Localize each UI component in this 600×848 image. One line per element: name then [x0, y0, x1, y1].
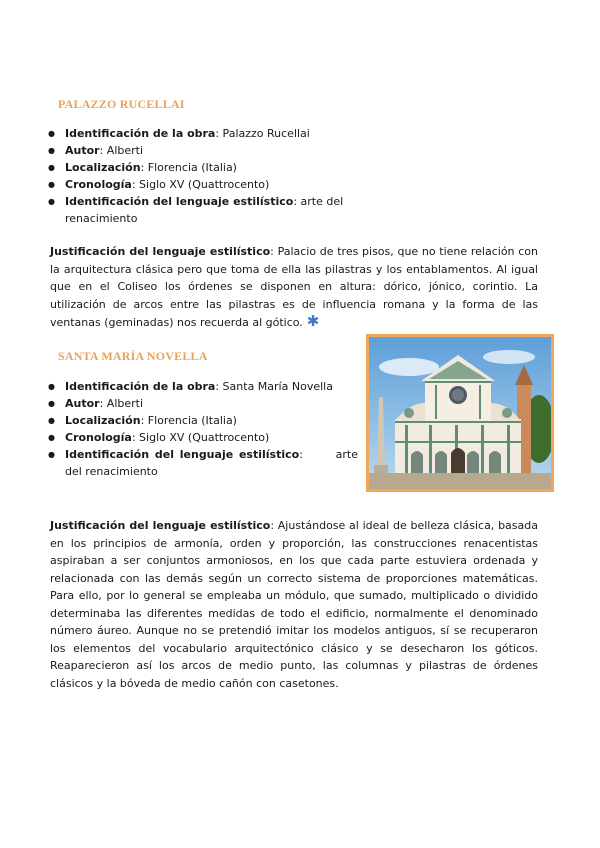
justification-text: : Palacio de tres pisos, que no tiene relación con la arquitectura clásica pero que toma de ella las pilastras y los entablamentos. Al igual que en el Coliseo los órdenes se disponen en altura: dórico, jónico, corintio. La utilización de arcos entre las pilastras es de influencia romana y la forma de las ventanas (geminadas) nos recuerda al gótico.	[50, 245, 538, 329]
santa-maria-details-list	[48, 378, 362, 480]
list-item: ● Identificación del lenguaje estilístico: arte del renacimiento	[48, 193, 378, 227]
list-item: ● Autor: Alberti	[48, 395, 358, 412]
list-item: ● Localización: Florencia (Italia)	[48, 412, 358, 429]
list-item: ● Identificación del lenguaje estilístico: arte del renacimiento	[48, 446, 358, 480]
list-item: ● Cronología: Siglo XV (Quattrocento)	[48, 176, 378, 193]
palazzo-details-list	[48, 125, 378, 227]
santa-maria-title: SANTA MARÍA NOVELLA	[58, 349, 208, 363]
list-item: ● Localización: Florencia (Italia)	[48, 159, 378, 176]
palazzo-justification	[50, 243, 538, 332]
list-item: ● Cronología: Siglo XV (Quattrocento)	[48, 429, 358, 446]
justification-text: : Ajustándose al ideal de belleza clásica, basada en los principios de armonía, orden y proporción, las construcciones renacentistas aspiraban a ser conjuntos armoniosos, en los que cada parte estuviera ordenada y relacionada con las demás según un correcto sistema de proporciones matemáticas. Para ello, por lo general se empleaba un módulo, que sumado, multiplicado o dividido determinaba las diferentes medidas de todo el edificio, normalmente el denominado número áureo. Aunque no se pretendió imitar los modelos antiguos, sí se recuperaron los elementos del vocabulario arquitectónico clásico y se desecharon los góticos. Reaparecieron así los arcos de medio punto, las columnas y pilastras de órdenes clásicos y la bóveda de medio cañón con casetones.	[50, 519, 538, 690]
justification-label: Justificación del lenguaje estilístico	[50, 519, 271, 532]
justification-label: Justificación del lenguaje estilístico	[50, 245, 271, 258]
asterisk-icon[interactable]: ✱	[306, 312, 320, 330]
santa-maria-novella-photo	[366, 334, 554, 492]
palazzo-title: PALAZZO RUCELLAI	[58, 97, 185, 111]
santa-maria-justification	[50, 517, 538, 692]
list-item: ● Autor: Alberti	[48, 142, 378, 159]
list-item: ● Identificación de la obra: Palazzo Rucellai	[48, 125, 378, 142]
list-item: ● Identificación de la obra: Santa María Novella	[48, 378, 358, 395]
